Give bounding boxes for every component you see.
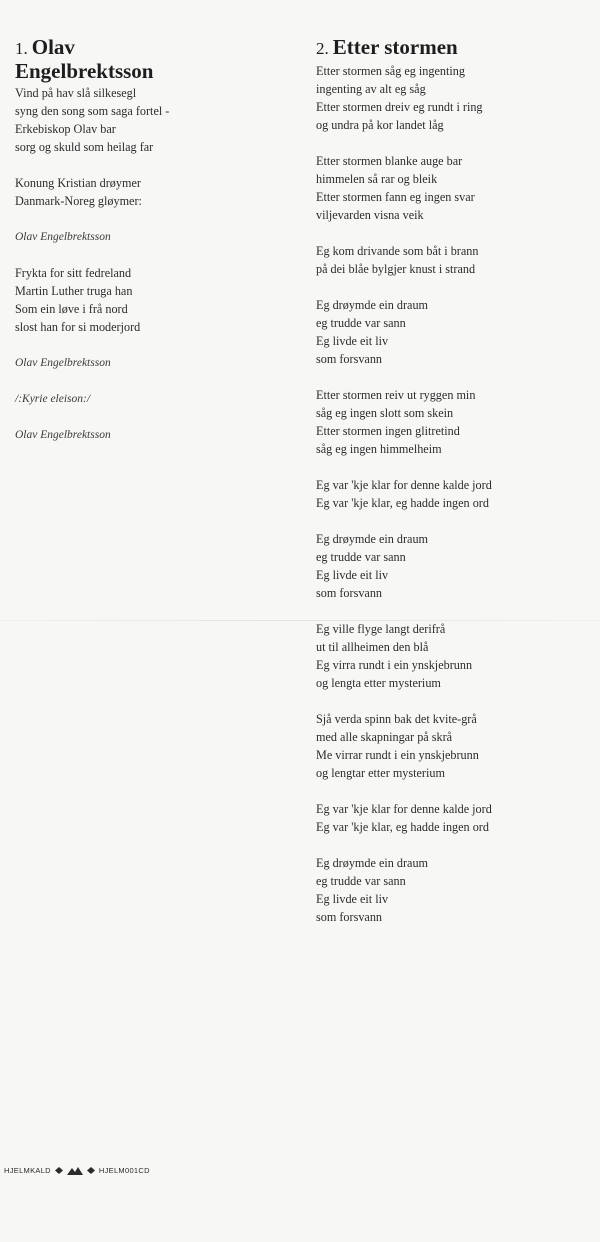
lyric-line: Konung Kristian drøymer — [15, 176, 141, 190]
song-1-refrain: Olav Engelbrektsson — [15, 429, 111, 441]
song-2-stanza-4 — [316, 296, 596, 368]
lyric-line: Eg var 'kje klar, eg hadde ingen ord — [316, 820, 489, 834]
song-2-stanza-6 — [316, 476, 596, 512]
song-1-stanza-2 — [15, 174, 285, 210]
lyric-line: ingenting av alt eg såg — [316, 82, 426, 96]
lyric-line: eg trudde var sann — [316, 874, 406, 888]
song-1-stanza-1 — [15, 84, 285, 156]
lyric-line: Etter stormen blanke auge bar — [316, 154, 463, 168]
catalog-number: HJELM001CD — [98, 1166, 150, 1175]
lyric-line: Etter stormen såg eg ingenting — [316, 64, 465, 78]
diamond-icon — [54, 1167, 64, 1174]
lyric-line: Eg virra rundt i ein ynskjebrunn — [316, 658, 473, 672]
song-2-stanza-1 — [316, 62, 596, 134]
lyric-line: Etter stormen ingen glitretind — [316, 424, 460, 438]
lyric-line: syng den song som saga fortel - — [15, 104, 170, 118]
lyric-line: Erkebiskop Olav bar — [15, 122, 116, 136]
lyric-line: Som ein løve i frå nord — [15, 302, 128, 316]
label-footer — [4, 1166, 150, 1175]
lyric-line: sorg og skuld som heilag far — [15, 140, 154, 154]
lyric-line: Martin Luther truga han — [15, 284, 133, 298]
lyric-line: såg eg ingen himmelheim — [316, 442, 442, 456]
song-1-refrain: Olav Engelbrektsson — [15, 357, 111, 369]
song-2-stanza-11 — [316, 854, 596, 926]
lyric-line: Etter stormen fann eg ingen svar — [316, 190, 475, 204]
lyric-line: og lengtar etter mysterium — [316, 766, 445, 780]
lyric-line: slost han for si moderjord — [15, 320, 141, 334]
song-2-title-text: Etter stormen — [332, 35, 458, 59]
song-1-kyrie: /:Kyrie eleison:/ — [15, 393, 91, 405]
lyric-line: med alle skapningar på skrå — [316, 730, 453, 744]
song-2-stanza-3 — [316, 242, 596, 278]
lyric-line: Etter stormen dreiv eg rundt i ring — [316, 100, 483, 114]
lyric-line: som forsvann — [316, 910, 383, 924]
song-1-column — [15, 36, 285, 462]
lyric-line: Eg livde eit liv — [316, 334, 389, 348]
song-2-stanza-2 — [316, 152, 596, 224]
lyric-line: Eg livde eit liv — [316, 568, 389, 582]
lyric-line: eg trudde var sann — [316, 316, 406, 330]
lyric-line: Eg drøymde ein draum — [316, 856, 429, 870]
song-2-stanza-7 — [316, 530, 596, 602]
lyric-line: og undra på kor landet låg — [316, 118, 444, 132]
lyric-line: himmelen så rar og bleik — [316, 172, 438, 186]
song-2-stanzas — [316, 62, 596, 926]
lyric-line: Sjå verda spinn bak det kvite-grå — [316, 712, 477, 726]
song-1-title-line1: Olav — [31, 35, 75, 59]
lyric-line: ut til allheimen den blå — [316, 640, 429, 654]
lyric-line: eg trudde var sann — [316, 550, 406, 564]
lyric-line: Me virrar rundt i ein ynskjebrunn — [316, 748, 479, 762]
song-1-title-line2: Engelbrektsson — [15, 59, 154, 83]
song-2-column — [316, 36, 596, 944]
song-1-number: 1. — [15, 39, 28, 58]
song-2-title — [316, 36, 596, 60]
song-2-stanza-5 — [316, 386, 596, 458]
lyric-line: Eg livde eit liv — [316, 892, 389, 906]
lyric-line: Eg ville flyge langt derifrå — [316, 622, 446, 636]
lyric-line: på dei blåe bylgjer knust i strand — [316, 262, 476, 276]
song-1-refrain: Olav Engelbrektsson — [15, 231, 111, 243]
lyric-line: Eg var 'kje klar for denne kalde jord — [316, 478, 492, 492]
lyric-line: såg eg ingen slott som skein — [316, 406, 454, 420]
lyric-line: Eg drøymde ein draum — [316, 532, 429, 546]
lyric-line: som forsvann — [316, 352, 383, 366]
song-2-stanza-9 — [316, 710, 596, 782]
lyric-line: Danmark-Noreg gløymer: — [15, 194, 142, 208]
song-1-title — [15, 36, 285, 82]
lyric-line: Eg drøymde ein draum — [316, 298, 429, 312]
song-2-stanza-8 — [316, 620, 596, 692]
song-2-stanza-10 — [316, 800, 596, 836]
song-2-number: 2. — [316, 39, 329, 58]
label-name: HJELMKALD — [4, 1166, 51, 1175]
lyric-line: Vind på hav slå silkesegl — [15, 86, 137, 100]
lyric-line: Eg var 'kje klar for denne kalde jord — [316, 802, 492, 816]
mountain-logo-icon — [67, 1167, 83, 1175]
lyric-line: Eg kom drivande som båt i brann — [316, 244, 479, 258]
lyric-line: og lengta etter mysterium — [316, 676, 441, 690]
song-1-stanza-3 — [15, 264, 285, 336]
lyric-line: Etter stormen reiv ut ryggen min — [316, 388, 476, 402]
lyric-line: som forsvann — [316, 586, 383, 600]
diamond-icon — [86, 1167, 96, 1174]
lyric-line: Frykta for sitt fedreland — [15, 266, 132, 280]
lyric-line: Eg var 'kje klar, eg hadde ingen ord — [316, 496, 489, 510]
lyric-line: viljevarden visna veik — [316, 208, 424, 222]
